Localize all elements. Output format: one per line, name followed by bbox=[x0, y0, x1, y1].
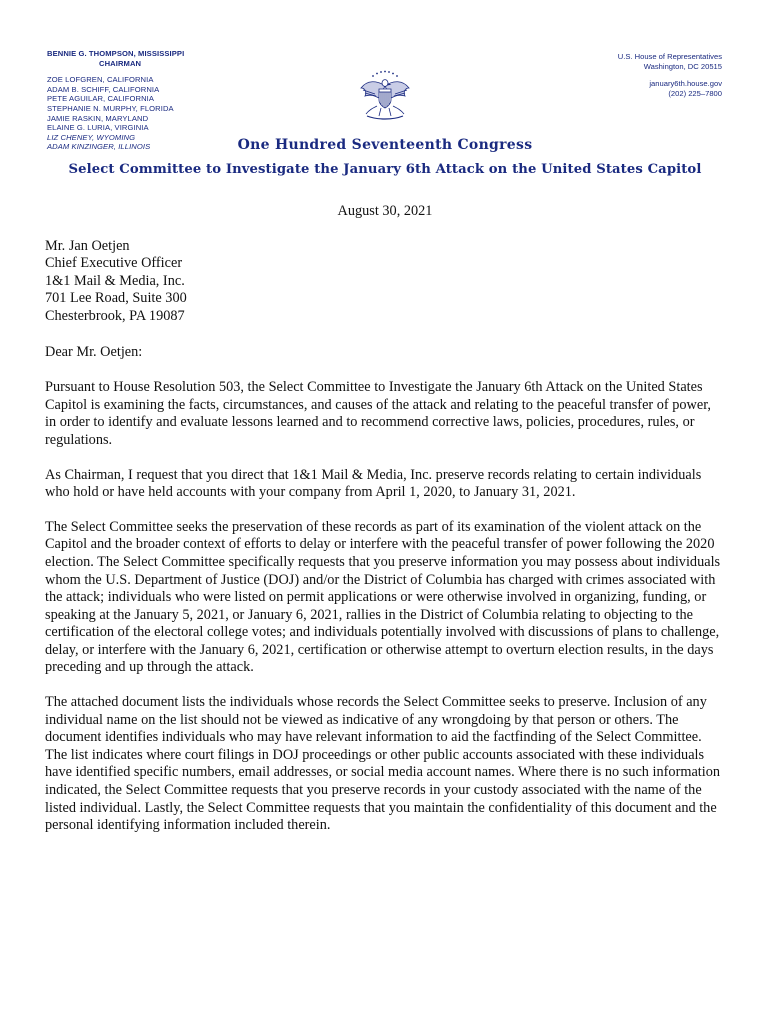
address-line: Chief Executive Officer bbox=[45, 255, 183, 272]
paragraph: The attached document lists the individuals whose records the Select Committee seeks to preserve. Inclusion of any individual name on the list should not be viewed as indicative of any wrongdoing by that person or others. The document identifies individuals who may have relevant information to aid the factfinding of the Select Committee. The list indicates where court filings in DOJ proceedings or other public accounts associated with these individuals have identified specific numbers, email addresses, or social media account names. Where there is no such information indicated, the Select Committee requests that you preserve records in your custody associated with the name of the listed individual. Lastly, the Select Committee requests that you maintain the confidentiality of this document and the personal identifying information included therein. bbox=[45, 694, 721, 834]
contact-block bbox=[618, 52, 722, 98]
committee-member: PETE AGUILAR, CALIFORNIA bbox=[47, 94, 155, 104]
contact-website: january6th.house.gov bbox=[649, 79, 722, 89]
letter-body bbox=[45, 203, 725, 852]
chairman-name: BENNIE G. THOMPSON, MISSISSIPPI bbox=[47, 49, 185, 58]
paragraph: As Chairman, I request that you direct that 1&1 Mail & Media, Inc. preserve records relating to certain individuals who hold or have held accounts with your company from April 1, 2020, to January 31, 2021. bbox=[45, 466, 702, 501]
salutation: Dear Mr. Oetjen: bbox=[45, 343, 143, 360]
committee-member: JAMIE RASKIN, MARYLAND bbox=[47, 113, 149, 123]
committee-member: ADAM KINZINGER, ILLINOIS bbox=[47, 142, 151, 152]
address-line: 1&1 Mail & Media, Inc. bbox=[45, 272, 185, 289]
address-line: Chesterbrook, PA 19087 bbox=[45, 307, 185, 324]
committee-member: STEPHANIE N. MURPHY, FLORIDA bbox=[47, 103, 174, 113]
letter-date: August 30, 2021 bbox=[337, 203, 433, 219]
recipient-address bbox=[45, 238, 725, 326]
paragraph: The Select Committee seeks the preservation of these records as part of its examination of the violent attack on the Capitol and the broader context of efforts to delay or interfere with the peaceful transfer of power following the 2020 election. The Select Committee specifically requests that you preserve information you may possess about individuals whom the U.S. Department of Justice (DOJ) and/or the District of Columbia has charged with crimes associated with the attack; individuals who were listed on permit applications or were otherwise involved in organizing, funding, or speaking at the January 5, 2021, or January 6, 2021, rallies in the District of Columbia relating to objecting to the certification of the electoral college votes; and individuals potentially involved with discussions of plans to challenge, delay, or interfere with the January 6, 2021, certification or otherwise attempt to overturn election results, in the days preceding and up through the attack. bbox=[45, 518, 721, 676]
contact-phone: (202) 225–7800 bbox=[668, 88, 722, 98]
committee-member: ZOE LOFGREN, CALIFORNIA bbox=[47, 75, 154, 85]
contact-line1: U.S. House of Representatives bbox=[617, 52, 722, 61]
address-line: 701 Lee Road, Suite 300 bbox=[45, 290, 187, 307]
committee-member: ADAM B. SCHIFF, CALIFORNIA bbox=[47, 84, 160, 94]
committee-member: ELAINE G. LURIA, VIRGINIA bbox=[47, 123, 149, 133]
address-line: Mr. Jan Oetjen bbox=[45, 237, 130, 254]
chairman-title: CHAIRMAN bbox=[99, 58, 142, 68]
committee-member: LIZ CHENEY, WYOMING bbox=[47, 132, 136, 142]
congress-title: One Hundred Seventeenth Congress bbox=[237, 137, 533, 153]
paragraph: Pursuant to House Resolution 503, the Select Committee to Investigate the January 6th Attack on the United States Capitol is examining the facts, circumstances, and causes of the attack and relating to the peaceful transfer of power, in order to identify and evaluate lessons learned and to recommend corrective laws, policies, procedures, rules, or regulations. bbox=[45, 379, 711, 448]
committee-title: Select Committee to Investigate the January 6th Attack on the United States Capitol bbox=[68, 162, 702, 177]
house-seal-eagle-icon bbox=[357, 68, 413, 122]
contact-line2: Washington, DC 20515 bbox=[643, 61, 722, 71]
